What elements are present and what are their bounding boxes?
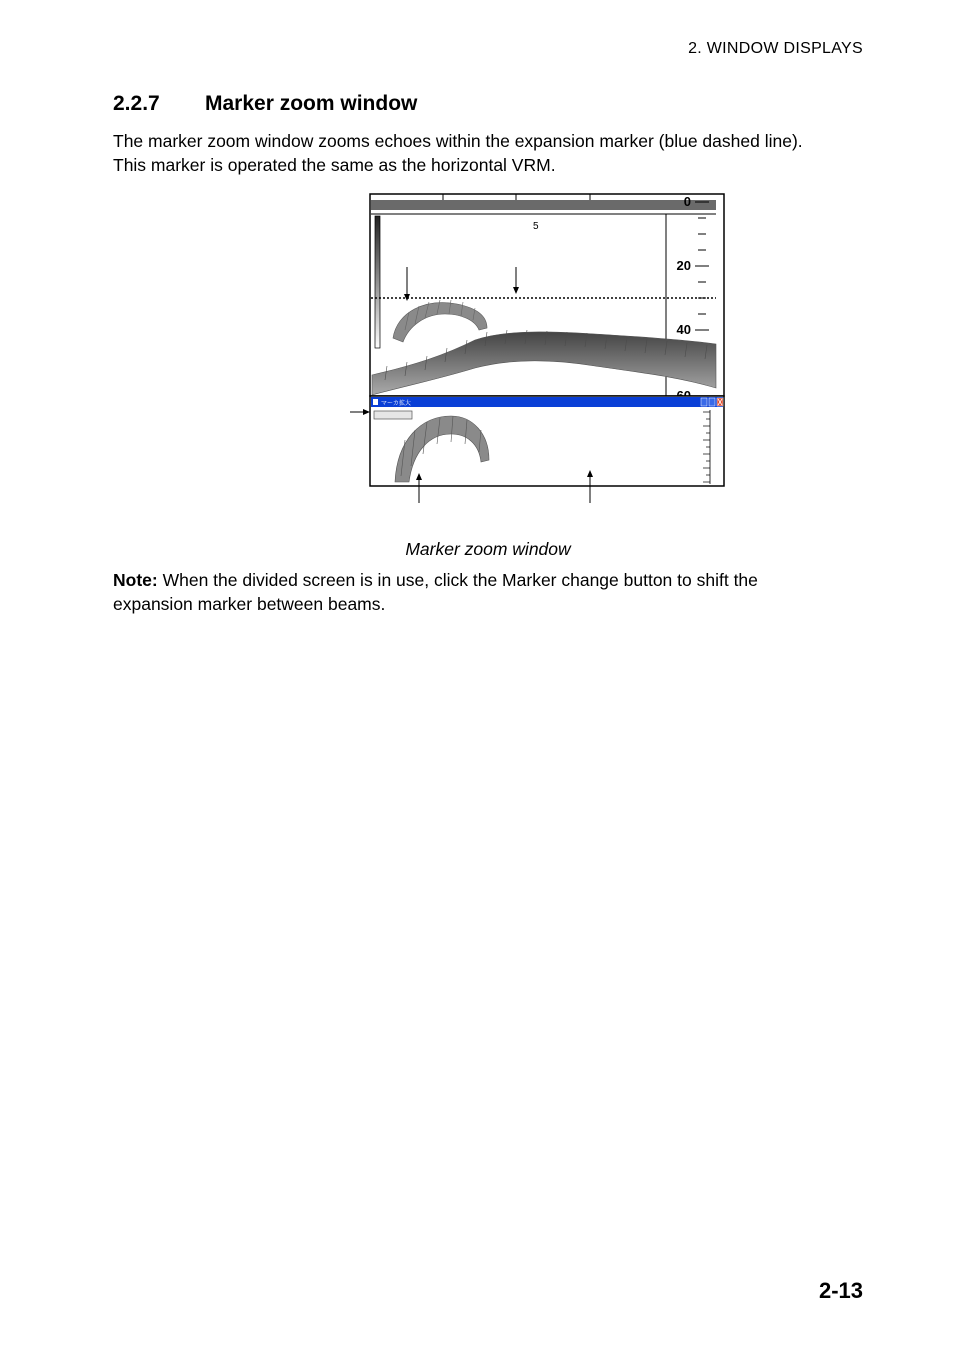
zoom-window-title: マーカ拡大 xyxy=(381,400,411,407)
echogram-figure xyxy=(345,190,735,505)
zoom-window-button[interactable] xyxy=(374,411,412,419)
zoom-window-titlebar[interactable] xyxy=(371,397,723,407)
note-line-1 xyxy=(113,568,873,592)
section-number: 2.2.7 xyxy=(113,92,160,115)
note-line-2: expansion marker between beams. xyxy=(113,594,386,614)
note-label: Note: xyxy=(113,570,158,590)
minimize-button[interactable] xyxy=(701,398,707,406)
intro-paragraph xyxy=(113,129,873,177)
note-paragraph xyxy=(113,568,873,616)
depth-label-20: 20 xyxy=(676,258,691,273)
intro-line-1: The marker zoom window zooms echoes within the expansion marker (blue dashed line). xyxy=(113,131,803,151)
figure-caption: Marker zoom window xyxy=(405,539,571,559)
range-label: 5 xyxy=(533,221,539,232)
note-text-1: When the divided screen is in use, click the Marker change button to shift the xyxy=(157,570,758,590)
section-title: Marker zoom window xyxy=(205,92,418,115)
color-scale-bar xyxy=(375,216,380,348)
callout-arrowhead xyxy=(363,409,370,415)
zoom-window-app-icon xyxy=(373,399,378,405)
echogram-status-bar xyxy=(371,200,716,210)
section-heading xyxy=(113,92,417,116)
page-number: 2-13 xyxy=(818,1278,863,1303)
marker-zoom-figure xyxy=(345,190,735,505)
running-header: 2. WINDOW DISPLAYS xyxy=(688,40,863,57)
depth-label-40: 40 xyxy=(676,322,691,337)
intro-line-2: This marker is operated the same as the horizontal VRM. xyxy=(113,155,556,175)
maximize-button[interactable] xyxy=(709,398,715,406)
depth-label-0: 0 xyxy=(683,194,691,209)
